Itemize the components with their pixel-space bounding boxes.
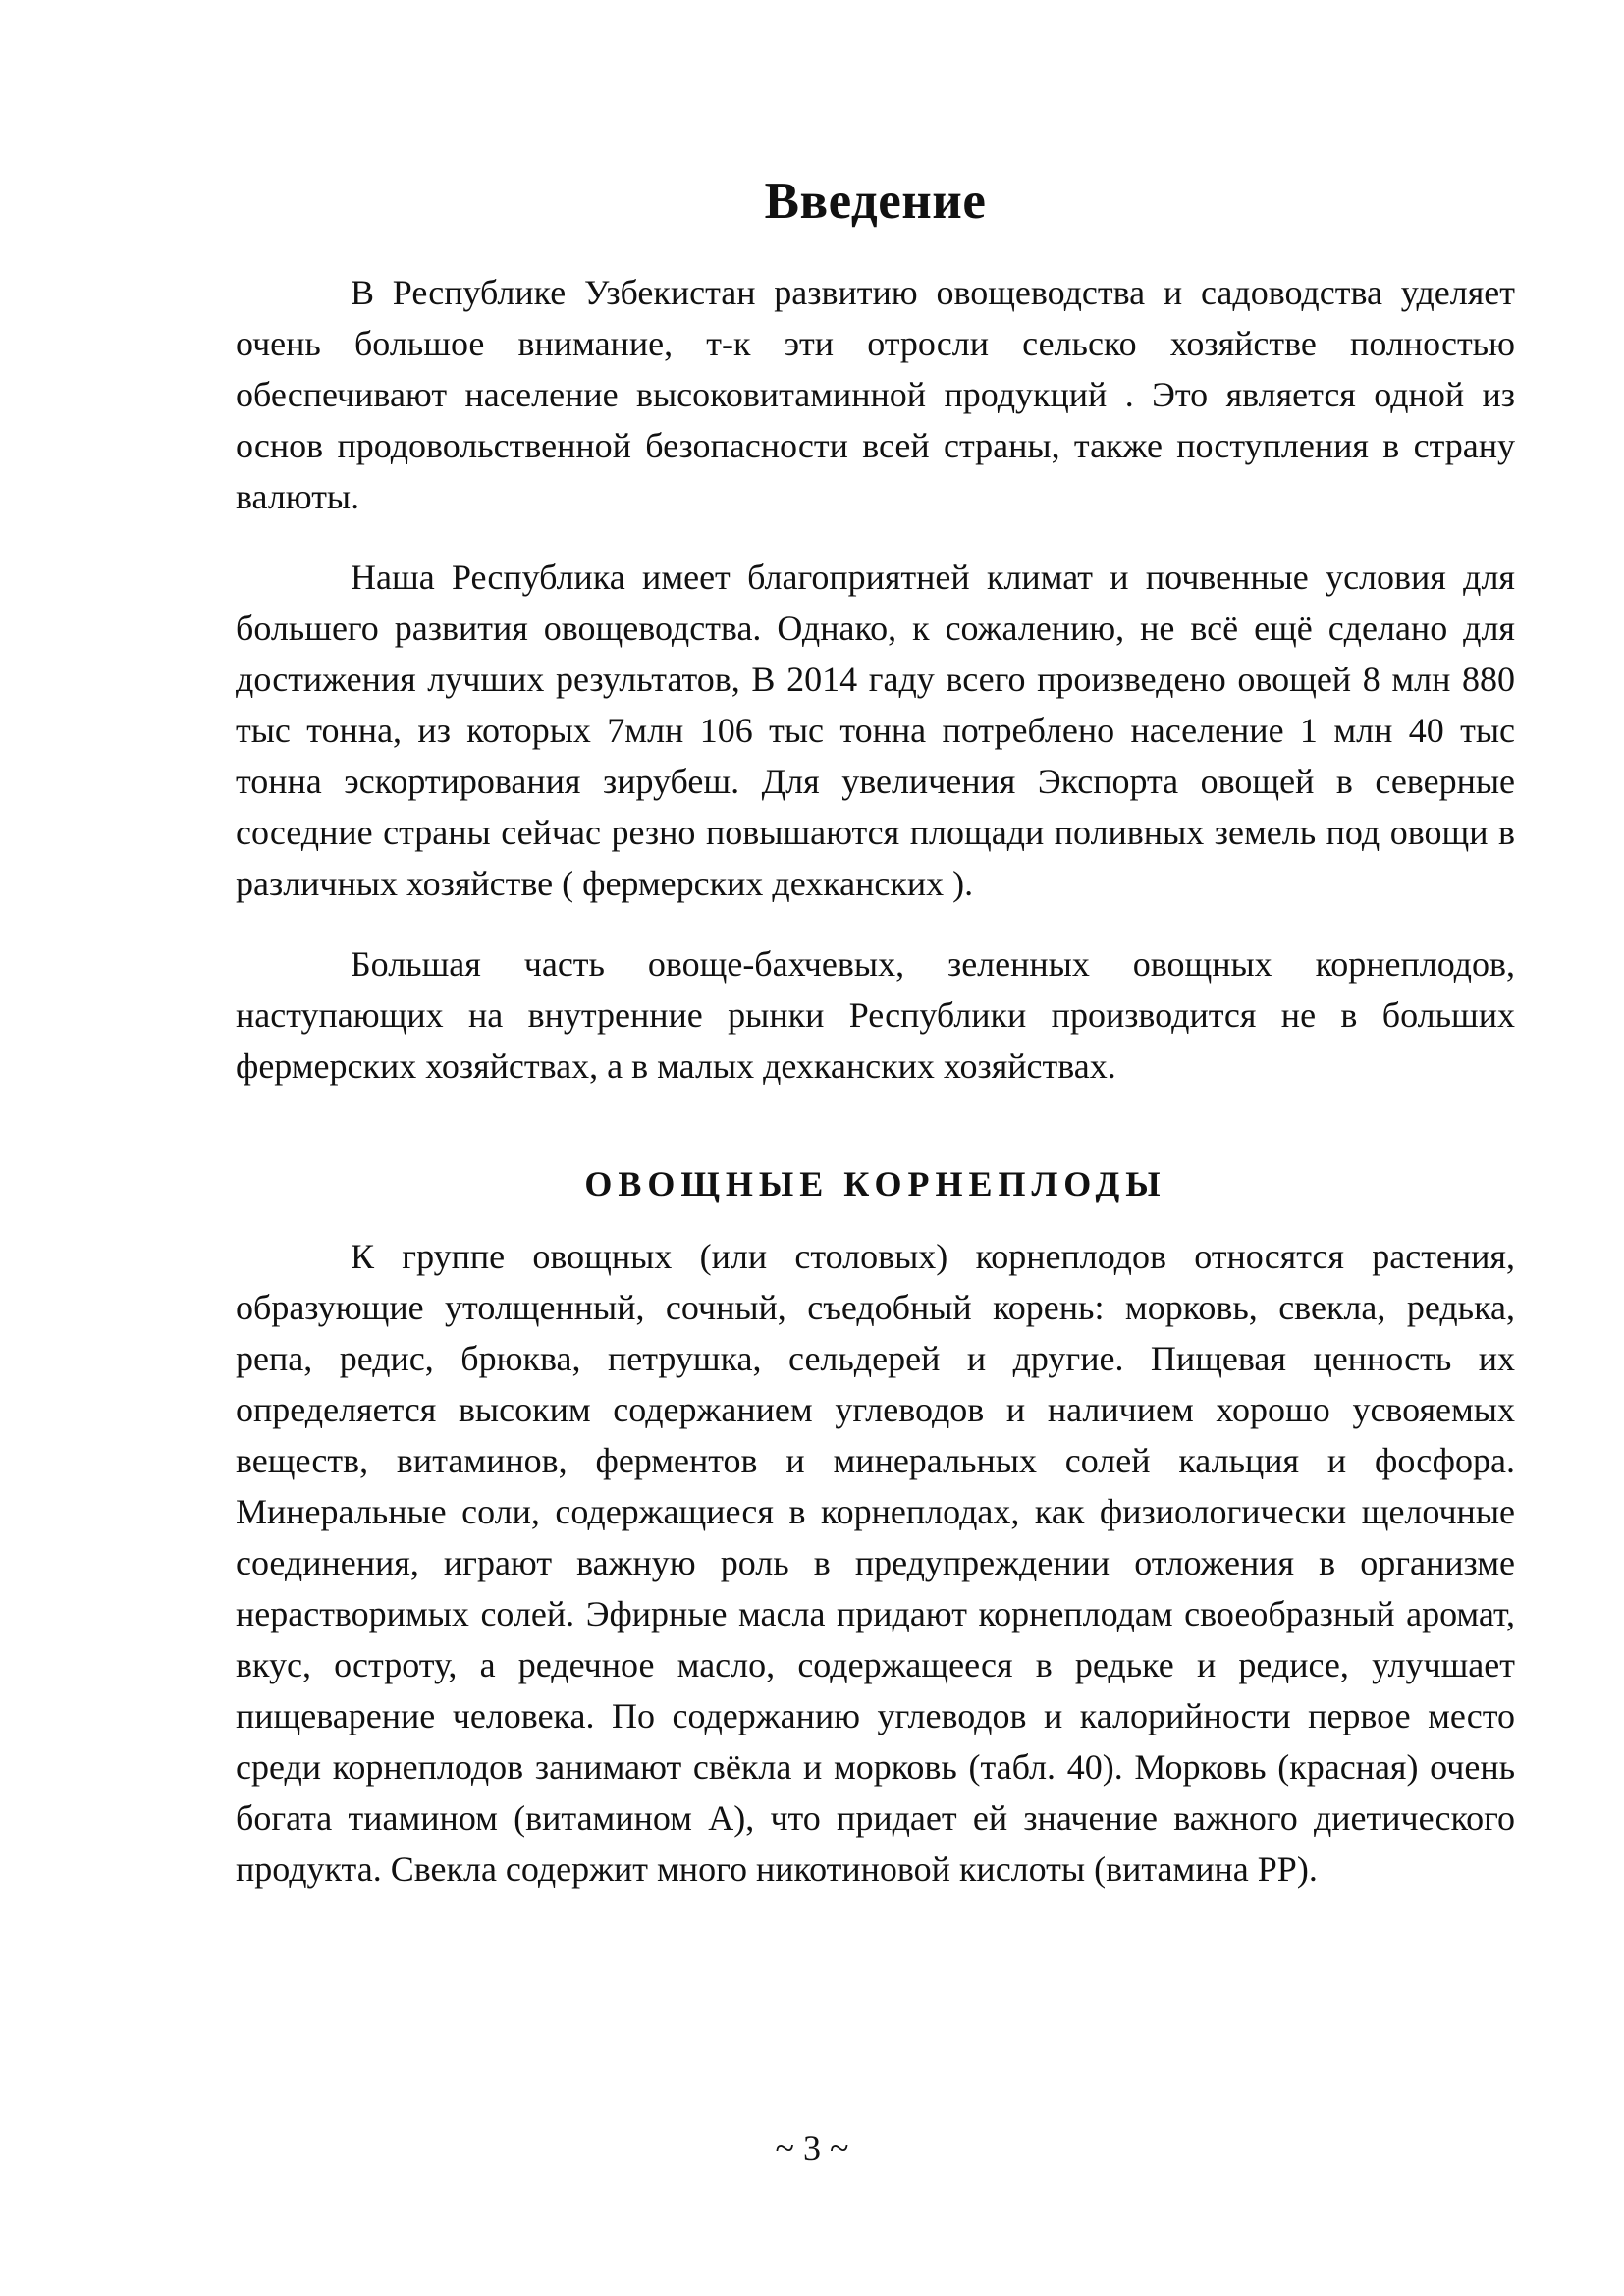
page-number: ~ 3 ~ [775,2128,849,2167]
page-title: Введение [764,173,987,230]
intro-paragraph-1: В Республике Узбекистан развитию овощеводства и садоводства уделяет очень большое внимание, т-к эти отросли сельско хозяйстве полностью обеспечивают население высоковитаминной продукций . Это является одной из основ продовольственной безопасности всей страны, также поступления в страну валюты. [236,273,1515,516]
section-heading: ОВОЩНЫЕ КОРНЕПЛОДЫ [584,1164,1166,1203]
section-paragraph-1: К группе овощных (или столовых) корнеплодов относятся растения, образующие утолщенный, сочный, съедобный корень: морковь, свекла, редька, репа, редис, брюква, петрушка, сельдерей и другие. Пищевая ценность их определяется высоким содержанием углеводов и наличием хорошо усвояемых веществ, витаминов, ферментов и минеральных солей кальция и фосфора. Минеральные соли, содержащиеся в корнеплодах, как физиологически щелочные соединения, играют важную роль в предупреждении отложения в организме нерастворимых солей. Эфирные масла придают корнеплодам своеобразный аромат, вкус, остроту, а редечное масло, содержащееся в редьке и редисе, улучшает пищеварение человека. По содержанию углеводов и калорийности первое место среди корнеплодов занимают свёкла и морковь (табл. 40). Морковь (красная) очень богата тиамином (витамином А), что придает ей значение важного диетического продукта. Свекла содержит много никотиновой кислоты (витамина РР). [236,1237,1515,1889]
intro-paragraph-2: Наша Республика имеет благоприятней климат и почвенные условия для большего развития овощеводства. Однако, к сожалению, не всё ещё сделано для достижения лучших результатов, В 2014 гаду всего произведено овощей 8 млн 880 тыс тонна, из которых 7млн 106 тыс тонна потреблено население 1 млн 40 тыс тонна эскортирования зирубеш. Для увеличения Экспорта овощей в северные соседние страны сейчас резно повышаются площади поливных земель под овощи в различных хозяйстве ( фермерских дехканских ). [236,558,1515,903]
intro-paragraph-3: Большая часть овоще-бахчевых, зеленных овощных корнеплодов, наступающих на внутренние рынки Республики производится не в больших фермерских хозяйствах, а в малых дехканских хозяйствах. [236,944,1515,1086]
page-content [236,169,1515,1895]
